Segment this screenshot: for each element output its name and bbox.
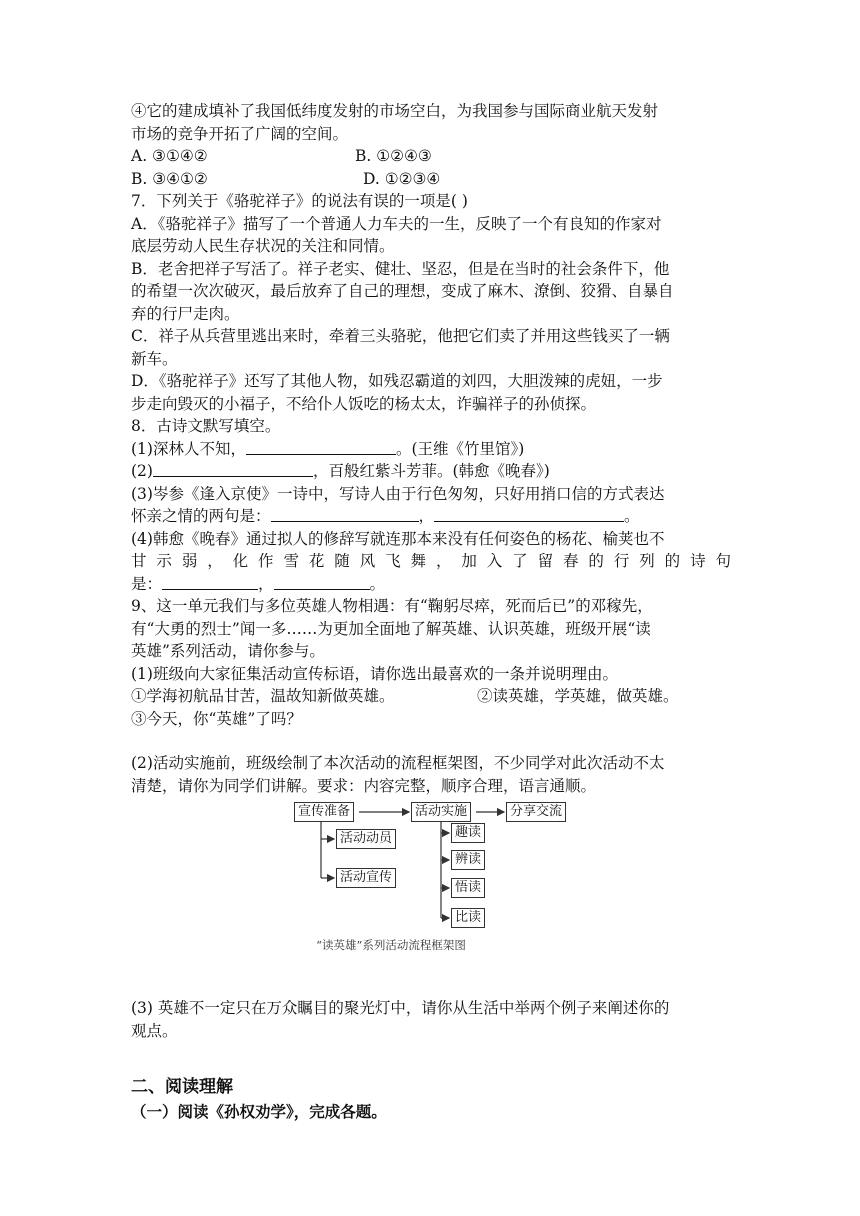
q9-sub1-options <box>131 685 731 708</box>
node-discern-reading: 辨读 <box>451 850 485 870</box>
q8-item4-comma: ， <box>258 574 274 593</box>
q6-answers-row1 <box>131 145 731 168</box>
q8-item3-comma: ， <box>418 507 435 525</box>
subsection-heading-passage1: （一）阅读《孙权劝学》，完成各题。 <box>131 1102 387 1121</box>
q7-option-c-line2: 新车。 <box>131 349 178 368</box>
q8-item2 <box>131 460 731 483</box>
q9-intro-line2: 有“大勇的烈士”闻一多……为更加全面地了解英雄、认识英雄，班级开展“读 <box>131 619 651 638</box>
node-mobilize: 活动动员 <box>336 829 396 849</box>
q6-answer-b: B. ①②④③ <box>355 147 432 165</box>
q7-option-b-line2: 的希望一次次破灭，最后放弃了自己的理想，变成了麻木、潦倒、狡猾、自暴自 <box>131 282 674 300</box>
node-activity-impl: 活动实施 <box>411 802 471 822</box>
node-fun-reading: 趣读 <box>451 823 485 843</box>
q6-option4-line1: ④它的建成填补了我国低纬度发射的市场空白，为我国参与国际商业航天发射 <box>131 102 659 120</box>
q9-sub3-line2: 观点。 <box>131 1021 178 1040</box>
q8-item4-prompt: 是： <box>131 574 163 593</box>
node-promote: 活动宣传 <box>336 868 396 888</box>
q9-sub2-line2: 清楚，请你为同学们讲解。要求：内容完整，顺序合理，语言通顺。 <box>131 776 597 795</box>
q9-sub1: (1)班级向大家征集活动宣传标语，请你选出最喜欢的一条并说明理由。 <box>131 664 618 683</box>
q7-option-b-line1: B．老舍把祥子写活了。祥子老实、健壮、坚忍，但是在当时的社会条件下，他 <box>131 259 670 278</box>
q7-option-d-line2: 步走向毁灭的小福子，不给仆人饭吃的杨太太，诈骗祥子的孙侦探。 <box>131 394 597 413</box>
flowchart-diagram <box>131 801 731 951</box>
q6-answer-c: B. ③④①② <box>131 169 208 188</box>
q9-intro-line1: 9、这一单元我们与多位英雄人物相遇：有“鞠躬尽瘁，死而后已”的邓稼先， <box>131 597 653 615</box>
q8-item3-line1: (3)岑参《逢入京使》一诗中，写诗人由于行色匆匆，只好用捎口信的方式表达 <box>131 484 665 503</box>
section-heading-reading: 二、阅读理解 <box>131 1077 233 1097</box>
q7-option-d-line1: D．《骆驼祥子》还写了其他人物，如残忍霸道的刘四，大胆泼辣的虎妞，一步 <box>131 372 663 390</box>
node-insight-reading: 悟读 <box>451 878 485 898</box>
node-publicity-prep: 宣传准备 <box>294 802 354 822</box>
q6-answer-a: A. ③①④② <box>131 147 208 165</box>
q6-answers-row2 <box>131 168 731 191</box>
q8-item3-blank1[interactable] <box>271 505 419 522</box>
q8-item1-text: (1)深林人不知， <box>131 439 246 458</box>
q6-answer-d: D. ①②③④ <box>363 169 441 188</box>
q9-sub1-option2: ②读英雄，学英雄，做英雄。 <box>477 687 679 705</box>
q8-item2-num: (2) <box>131 462 153 480</box>
q8-item1-source: 。(王维《竹里馆》) <box>395 439 525 458</box>
q9-sub3-line1: (3) 英雄不一定只在万众瞩目的聚光灯中，请你从生活中举两个例子来阐述你的 <box>131 999 670 1017</box>
q9-sub1-option1: ①学海初航品甘苦，温故知新做英雄。 <box>131 687 395 705</box>
q8-item3-line2 <box>131 505 731 528</box>
flowchart-caption: “读英雄”系列活动流程框架图 <box>316 938 466 952</box>
q8-item3-blank2[interactable] <box>434 505 624 522</box>
q9-sub1-option3: ③今天，你“英雄”了吗？ <box>131 709 302 728</box>
q8-item4-period: 。 <box>369 574 386 593</box>
q8-item4-line2: 甘示弱，化作雪花随风飞舞，加入了留春的行列的诗句 <box>131 552 731 570</box>
q8-item2-text: ，百般红紫斗芳菲。(韩愈《晚春》) <box>312 462 550 480</box>
q8-item2-blank[interactable] <box>153 460 313 477</box>
q9-sub2-line1: (2)活动实施前，班级绘制了本次活动的流程框架图，不少同学对此次活动不太 <box>131 754 665 772</box>
q8-item4-line1: (4)韩愈《晚春》通过拟人的修辞写就连那本来没有任何姿色的杨花、榆荚也不 <box>131 529 665 548</box>
q8-item1 <box>131 438 731 461</box>
q6-option4-line2: 市场的竞争开拓了广阔的空间。 <box>131 124 349 143</box>
q8-item4-blank2[interactable] <box>274 573 370 590</box>
node-compare-reading: 比读 <box>451 908 485 928</box>
q8-stem: 8．古诗文默写填空。 <box>131 417 281 435</box>
q8-item4-blank1[interactable] <box>162 573 258 590</box>
q8-item3-period: 。 <box>624 507 640 525</box>
q7-stem: 7．下列关于《骆驼祥子》的说法有误的一项是( ) <box>131 192 468 210</box>
document-page <box>131 100 731 1124</box>
q7-option-c-line1: C．祥子从兵营里逃出来时，牵着三头骆驼，他把它们卖了并用这些钱买了一辆 <box>131 327 670 345</box>
q7-option-a-line2: 底层劳动人民生存状况的关注和同情。 <box>131 237 395 255</box>
q7-option-a-line1: A．《骆驼祥子》描写了一个普通人力车夫的一生，反映了一个有良知的作家对 <box>131 214 662 233</box>
q8-item4-line3 <box>131 573 731 596</box>
q8-item1-blank[interactable] <box>246 438 396 455</box>
q7-option-b-line3: 弃的行尸走肉。 <box>131 304 240 323</box>
q8-item3-prompt: 怀亲之情的两句是： <box>131 507 271 525</box>
q9-intro-line3: 英雄”系列活动，请你参与。 <box>131 642 325 660</box>
node-share-exchange: 分享交流 <box>506 802 566 822</box>
